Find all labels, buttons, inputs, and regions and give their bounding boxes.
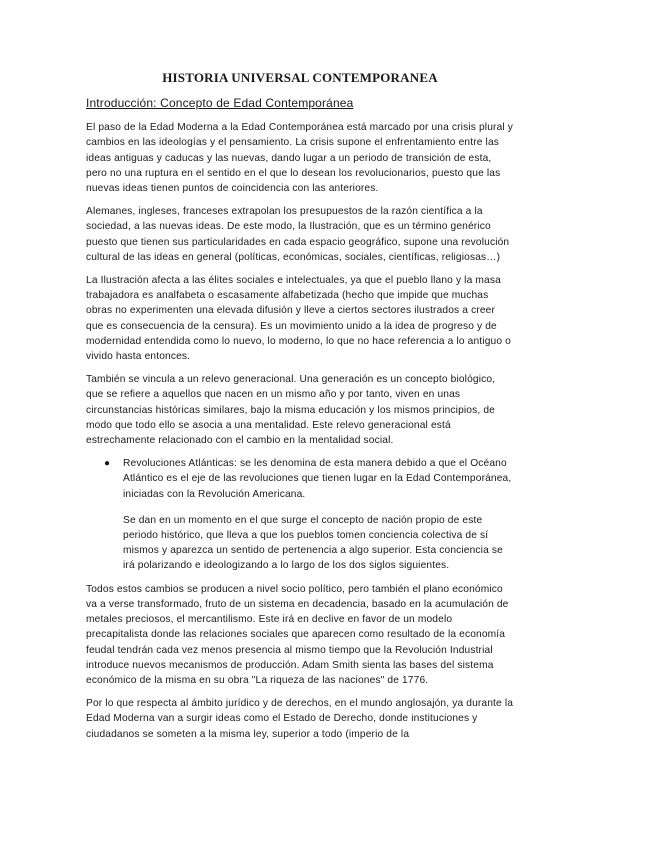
paragraph-ambito-juridico: Por lo que respecta al ámbito jurídico y de derechos, en el mundo anglosajón, ya durante la Edad Moderna van a surgir ideas como el Estado de Derecho, donde instituciones y ciudadanos se someten a la misma ley, superior a todo (imperio de la bbox=[86, 698, 514, 740]
document-title: HISTORIA UNIVERSAL CONTEMPORANEA bbox=[162, 70, 438, 85]
paragraph-transition: El paso de la Edad Moderna a la Edad Contemporánea está marcado por una crisis plural y cambios en las ideologías y el pensamiento. La crisis supone el enfrentamiento entre las ideas antiguas y caducas y las nuevas, dando lugar a un periodo de transición de esta, pero no una ruptura en el sentido en el que lo desean los revolucionarios, puesto que las nuevas ideas tienen puntos de coincidencia con las anteriores. bbox=[86, 122, 514, 195]
paragraph-ilustracion-elites: La Ilustración afecta a las élites sociales e intelectuales, ya que el pueblo llano y la masa trabajadora es analfabeta o escasamente alfabetizada (hecho que impide que muchas obras no experimenten una elevada difusión y lleve a ciertos sectores ilustrados a creer que es consecuencia de la censura). Es un movimiento unido a la idea de progreso y de modernidad entendida como lo nuevo, lo moderno, lo que no hace referencia a lo antiguo o vivido hasta entonces. bbox=[86, 275, 511, 363]
bullet-list-item bbox=[86, 456, 514, 573]
bullet-text: Revoluciones Atlánticas: se les denomina de esta manera debido a que el Océano Atlántico es el eje de las revoluciones que tienen lugar en la Edad Contemporánea, iniciadas con la Revolución Americana. bbox=[123, 458, 512, 500]
section-heading: Introducción: Concepto de Edad Contemporánea bbox=[86, 96, 354, 111]
document-body bbox=[86, 70, 514, 750]
paragraph-relevo-generacional: También se vincula a un relevo generacional. Una generación es un concepto biológico, que se refiere a aquellos que nacen en un mismo año y por tanto, viven en unas circunstancias históricas similares, bajo la misma educación y los mismos principios, de modo que todo ello se asocia a una mentalidad. Este relevo generacional está estrechamente relacionado con el cambio en la mentalidad social. bbox=[86, 374, 496, 447]
paragraph-economia: Todos estos cambios se producen a nivel socio político, pero también el plano económico va a verse transformado, fruto de un sistema en decadencia, basado en la acumulación de metales preciosos, el mercantilismo. Este irá en declive en favor de un modelo precapitalista donde las relaciones sociales que aparecen como resultado de la economía feudal tendrán cada vez menos presencia al mismo tiempo que la Revolución Industrial introduce nuevos mecanismos de producción. Adam Smith sienta las bases del sistema económico de la misma en su obra "La riqueza de las naciones" de 1776. bbox=[86, 583, 509, 686]
bullet-marker-icon: ● bbox=[104, 458, 111, 470]
bullet-continuation-text: Se dan en un momento en el que surge el concepto de nación propio de este periodo histórico, que lleva a que los pueblos tomen conciencia colectiva de sí mismos y aparezca un sentido de pertenencia a algo superior. Esta conciencia se irá polarizando e ideologizando a lo largo de los dos siglos siguientes. bbox=[123, 514, 503, 572]
paragraph-ilustracion-origen: Alemanes, ingleses, franceses extrapolan los presupuestos de la razón científica a la sociedad, a las nuevas ideas. De este modo, la Ilustración, que es un término genérico puesto que tienen sus particularidades en cada espacio geográfico, supone una revolución cultural de las ideas en general (políticas, económicas, sociales, científicas, religiosas…) bbox=[86, 206, 510, 263]
